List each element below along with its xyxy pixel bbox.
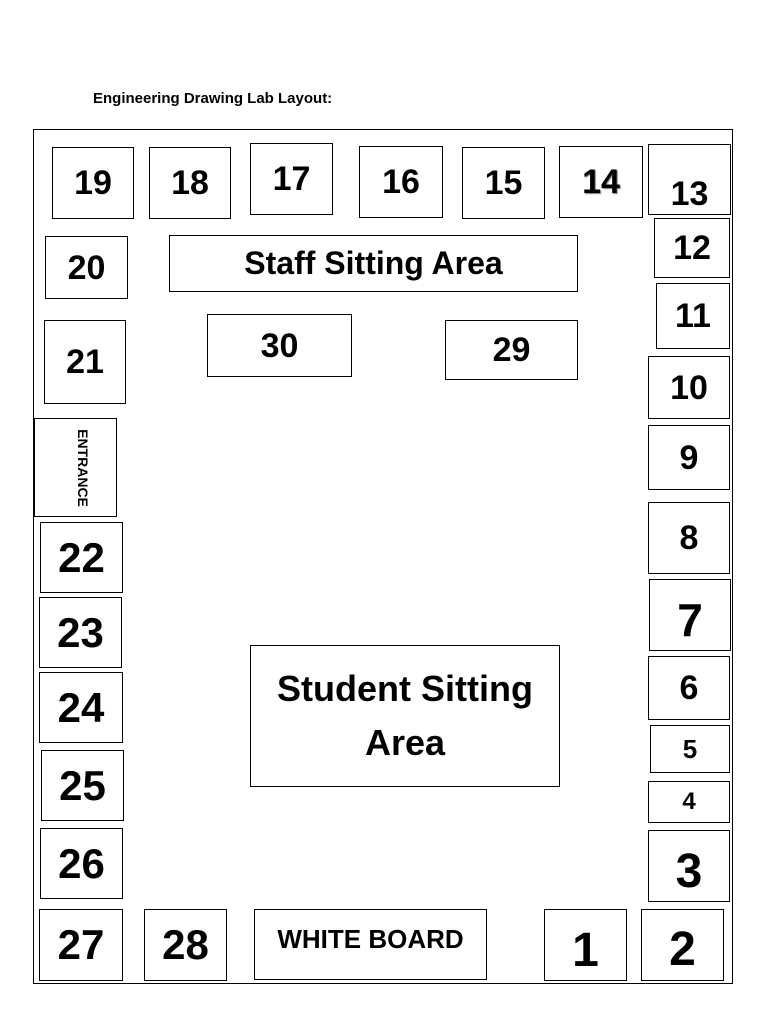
staff-sitting-area: Staff Sitting Area (169, 235, 578, 292)
desk-16: 16 (359, 146, 443, 218)
page-title: Engineering Drawing Lab Layout: (93, 90, 333, 107)
entrance (34, 418, 117, 517)
desk-7: 7 (649, 579, 731, 651)
desk-18: 18 (149, 147, 231, 219)
desk-27: 27 (39, 909, 123, 981)
desk-12: 12 (654, 218, 730, 278)
desk-25: 25 (41, 750, 124, 821)
desk-5: 5 (650, 725, 730, 773)
desk-28: 28 (144, 909, 227, 981)
desk-30: 30 (207, 314, 352, 377)
desk-6: 6 (648, 656, 730, 720)
desk-15: 15 (462, 147, 545, 219)
desk-29: 29 (445, 320, 578, 380)
desk-23: 23 (39, 597, 122, 668)
desk-9: 9 (648, 425, 730, 490)
white-board: WHITE BOARD (254, 909, 487, 980)
student-sitting-area: Student Sitting Area (250, 645, 560, 787)
desk-11: 11 (656, 283, 730, 349)
desk-22: 22 (40, 522, 123, 593)
entrance-label: ENTRANCE (75, 428, 91, 507)
desk-1: 1 (544, 909, 627, 981)
desk-20: 20 (45, 236, 128, 299)
desk-19: 19 (52, 147, 134, 219)
desk-17: 17 (250, 143, 333, 215)
desk-2: 2 (641, 909, 724, 981)
desk-4: 4 (648, 781, 730, 823)
desk-14: 14 (559, 146, 643, 218)
desk-3: 3 (648, 830, 730, 902)
desk-26: 26 (40, 828, 123, 899)
desk-8: 8 (648, 502, 730, 574)
desk-10: 10 (648, 356, 730, 419)
desk-21: 21 (44, 320, 126, 404)
desk-24: 24 (39, 672, 123, 743)
desk-13: 13 (648, 144, 731, 215)
